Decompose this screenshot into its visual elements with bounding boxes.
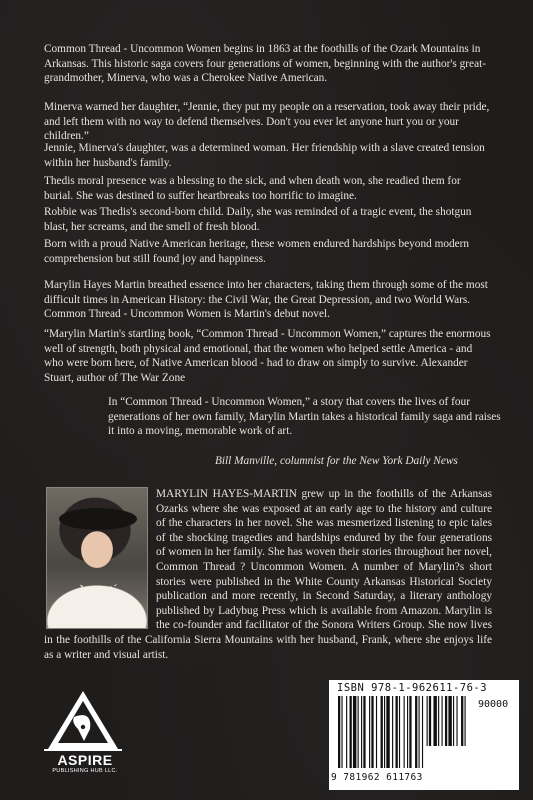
barcode-bar [415, 696, 417, 768]
review-attribution: Bill Manville, columnist for the New York Daily News [215, 455, 458, 467]
barcode-bar [456, 696, 457, 746]
publisher-subtitle: PUBLISHING HUB LLC. [52, 768, 118, 774]
barcode-bar [350, 696, 352, 768]
barcode-bar [433, 696, 436, 746]
barcode-bar [369, 696, 370, 768]
barcode-bar [419, 696, 420, 768]
review-quote: In “Common Thread - Uncommon Women,” a story that covers the lives of four generations of her own family, Marylin Martin takes a historical family saga and raises it into a moving, memorable work of art. [108, 396, 501, 438]
barcode-bar [445, 696, 447, 746]
synopsis-paragraph-7: Marylin Hayes Martin breathed essence into her characters, taking them through some of the most difficult times in American History: the Civil War, the Great Depression, and two World Wars. Common Thread - Uncommon Women is Martin's debut novel. [44, 279, 488, 321]
barcode-bar [453, 696, 454, 746]
barcode-bar [371, 696, 373, 768]
barcode-bar [461, 696, 463, 746]
synopsis-paragraph-4: Thedis moral presence was a blessing to the sick, and when death won, she readied them for burial. She was destined to suffer heartbreaks too horrific to imagine. [44, 175, 461, 202]
barcode-bar [384, 696, 385, 768]
barcode-bar [363, 696, 365, 768]
barcode-bar [429, 696, 431, 746]
synopsis-paragraph-1: Common Thread - Uncommon Women begins in 1863 at the foothills of the Ozark Mountains in Arkansas. This historic saga covers four generations of women, beginning with the author's great-grandmother, Minerva, who was a Cherokee Native American. [44, 43, 486, 85]
barcode-graphic [336, 696, 514, 772]
barcode-bar [442, 696, 443, 746]
barcode-bar [353, 696, 356, 768]
barcode-bar [361, 696, 362, 768]
barcode-bar [404, 696, 405, 768]
barcode-bar [358, 696, 359, 768]
endorsement-paragraph: “Marylin Martin's startling book, “Common Thread - Uncommon Women,” captures the enormous well of strength, both physical and emotional, that the women who helped settle America - and who were born here, of Native American blood - had to draw on simply to survive. Alexander Stuart, author of The War Zone [44, 328, 491, 384]
barcode-bar [396, 696, 398, 768]
barcode-bar [465, 696, 466, 746]
barcode-bar [399, 696, 400, 768]
synopsis-paragraph-2: Minerva warned her daughter, “Jennie, they put my people on a reservation, took away their pride, and left them with no way to defend themselves. Don't you ever let anyone hurt you or your children.” [44, 101, 490, 143]
barcode-bar [346, 696, 347, 768]
barcode-bar [438, 696, 439, 746]
author-bio [44, 487, 492, 662]
barcode-bar [381, 696, 383, 768]
barcode-bar [409, 696, 411, 768]
barcode-bar [341, 696, 342, 768]
synopsis-paragraph-6: Born with a proud Native American heritage, these women endured hardships beyond modern comprehension but still found joy and happiness. [44, 238, 470, 265]
barcode-bar [427, 696, 428, 746]
price-code: 90000 [478, 699, 509, 710]
barcode-bar [376, 696, 377, 768]
barcode-bar [422, 696, 423, 768]
synopsis-paragraph-5: Robbie was Thedis's second-born child. Daily, she was reminded of a tragic event, the shotgun blast, her screams, and the smell of fresh blood. [44, 206, 472, 233]
author-bio-text: MARYLIN HAYES-MARTIN grew up in the foothills of the Arkansas Ozarks where she was exposed at an early age to the history and culture of the characters in her novel. She was mesmerized listening to epic tales of the shocking tragedies and hardships endured by the four generations of women in her family. She has woven their stories throughout her novel, Common Thread ? Uncommon Women. A number of Marylin?s short stories were published in the White County Arkansas Historical Society publication and more recently, in Second Saturday, a literary anthology published by Ladybug Press which is available from Amazon. Marylin is the co-founder and facilitator of the Sonora Writers Group. She now lives in the foothills of the California Sierra Mountains with her husband, Frank, where she enjoys life as a writer and visual artist. [44, 488, 492, 661]
publisher-name: ASPIRE [57, 752, 113, 768]
isbn-label: ISBN 978-1-962611-76-3 [337, 682, 488, 694]
synopsis-paragraph-3: Jennie, Minerva's daughter, was a determined woman. Her friendship with a slave created tension within her husband's family. [44, 142, 485, 169]
barcode-bar [392, 696, 393, 768]
barcode-bar [338, 696, 340, 768]
barcode-bar [386, 696, 389, 768]
barcode-bar [407, 696, 408, 768]
barcode-bar [448, 696, 451, 746]
ean-number: 9 781962 611763 [331, 772, 423, 783]
photo-spacer [44, 487, 154, 627]
